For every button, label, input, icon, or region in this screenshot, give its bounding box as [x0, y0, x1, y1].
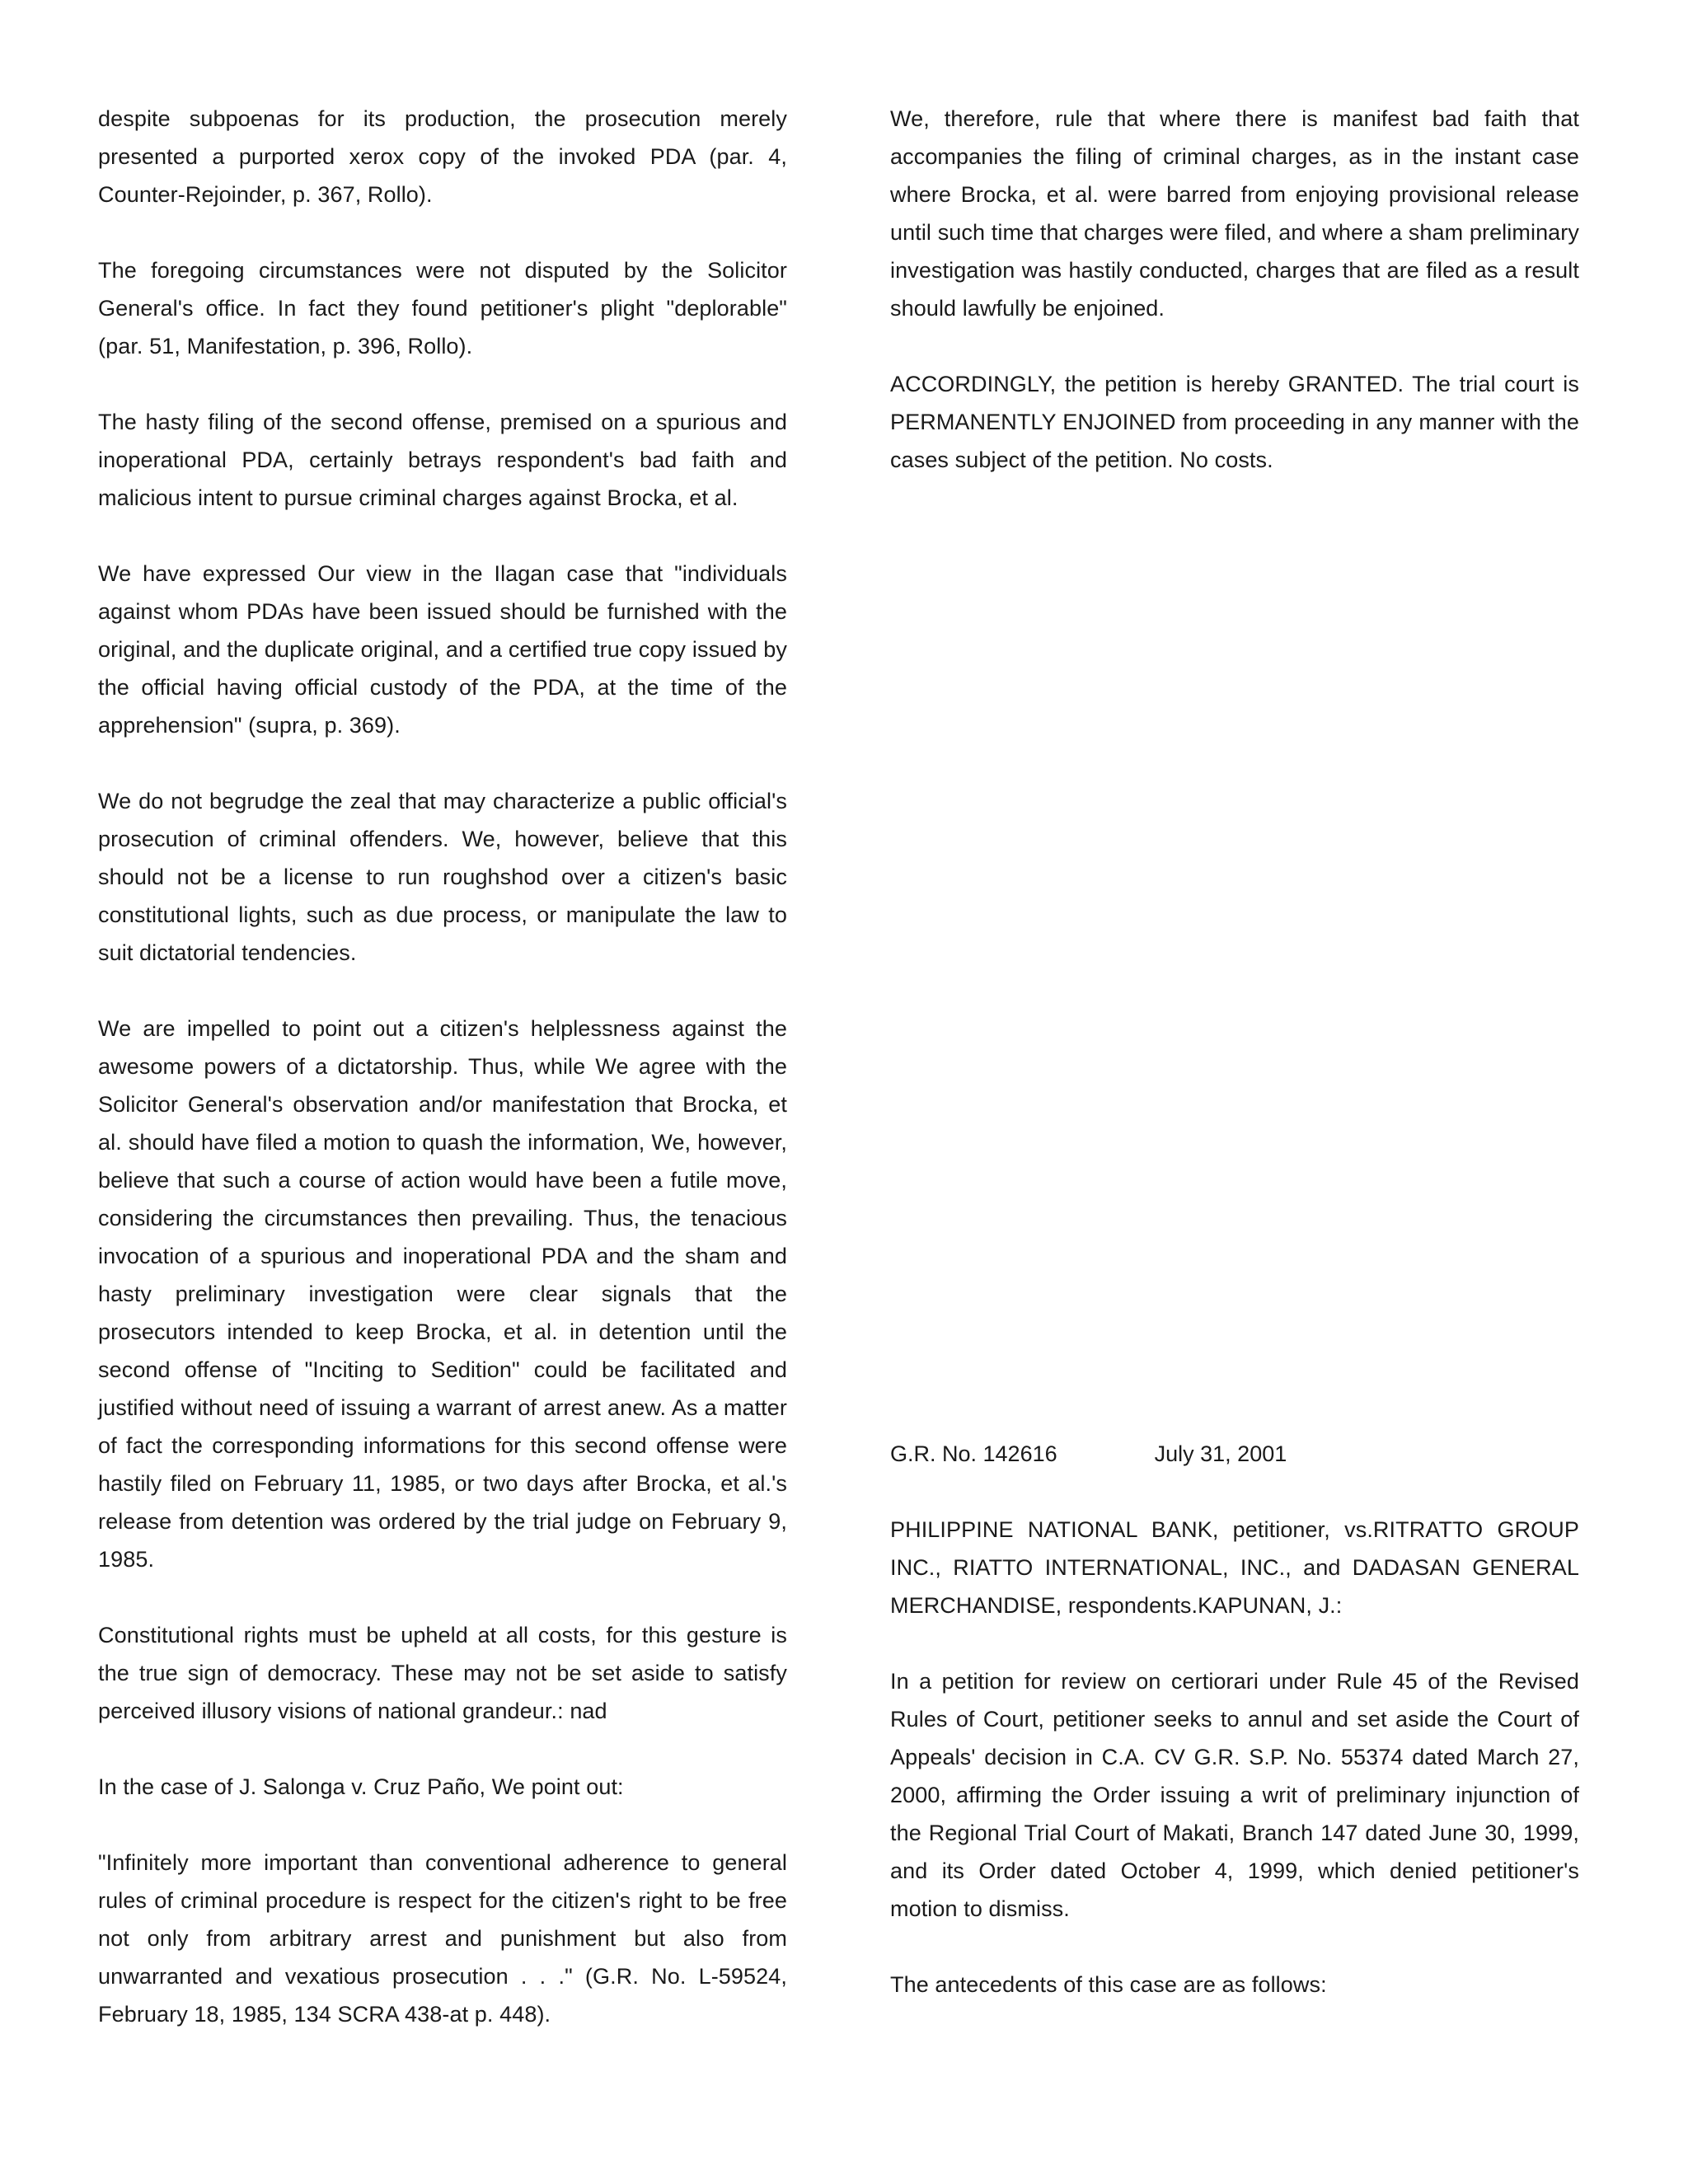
quoted-paragraph: "Infinitely more important than conventional adherence to general rules of criminal procedure is respect for the citizen's right to be free not only from arbitrary arrest and punishment but also from unwarranted and vexatious prosecution . . ." (G.R. No. L-59524, February 18, 1985, 134 SCRA 438-at p. 448). [98, 1850, 787, 2027]
paragraph: despite subpoenas for its production, the prosecution merely presented a purported xerox copy of the invoked PDA (par. 4, Counter-Rejoinder, p. 367, Rollo). [98, 106, 787, 207]
paragraph: The antecedents of this case are as follows: [890, 1972, 1327, 1997]
case-number: G.R. No. 142616 [890, 1441, 1057, 1466]
case-header [890, 1435, 1579, 1473]
paragraph: Constitutional rights must be upheld at all costs, for this gesture is the true sign of democracy. These may not be set aside to satisfy perceived illusory visions of national grandeur.: nad [98, 1623, 787, 1723]
paragraph: We are impelled to point out a citizen's helplessness against the awesome powers of a dictatorship. Thus, while We agree with the Solicitor General's observation and/or manifestation that Brocka, et al. should have filed a motion to quash the information, We, however, believe that such a course of action would have been a futile move, considering the circumstances then prevailing. Thus, the tenacious invocation of a spurious and inoperational PDA and the sham and hasty preliminary investigation were clear signals that the prosecutors intended to keep Brocka, et al. in detention until the second offense of "Inciting to Sedition" could be facilitated and justified without need of issuing a warrant of arrest anew. As a matter of fact the corresponding informations for this second offense were hastily filed on February 11, 1985, or two days after Brocka, et al.'s release from detention was ordered by the trial judge on February 9, 1985. [98, 1016, 787, 1572]
ruling-paragraph: We, therefore, rule that where there is manifest bad faith that accompanies the filing of criminal charges, as in the instant case where Brocka, et al. were barred from enjoying provisional release until such time that charges were filed, and where a sham preliminary investigation was hastily conducted, charges that are filed as a result should lawfully be enjoined. [890, 106, 1579, 321]
right-column-bottom [890, 1435, 1579, 2004]
right-column-top [890, 100, 1579, 479]
paragraph: The hasty filing of the second offense, premised on a spurious and inoperational PDA, certainly betrays respondent's bad faith and malicious intent to pursue criminal charges against Brocka, et al. [98, 410, 787, 510]
paragraph: We do not begrudge the zeal that may characterize a public official's prosecution of criminal offenders. We, however, believe that this should not be a license to run roughshod over a citizen's basic constitutional lights, such as due process, or manipulate the law to suit dictatorial tendencies. [98, 789, 787, 965]
case-date: July 31, 2001 [1154, 1441, 1287, 1466]
left-column [98, 100, 787, 2033]
case-parties: PHILIPPINE NATIONAL BANK, petitioner, vs.RITRATTO GROUP INC., RIATTO INTERNATIONAL, INC., and DADASAN GENERAL MERCHANDISE, respondents.KAPUNAN, J.: [890, 1517, 1579, 1618]
paragraph: In a petition for review on certiorari under Rule 45 of the Revised Rules of Court, petitioner seeks to annul and set aside the Court of Appeals' decision in C.A. CV G.R. S.P. No. 55374 dated March 27, 2000, affirming the Order issuing a writ of preliminary injunction of the Regional Trial Court of Makati, Branch 147 dated June 30, 1999, and its Order dated October 4, 1999, which denied petitioner's motion to dismiss. [890, 1669, 1579, 1921]
paragraph: We have expressed Our view in the Ilagan case that "individuals against whom PDAs have been issued should be furnished with the original, and the duplicate original, and a certified true copy issued by the official having official custody of the PDA, at the time of the apprehension" (supra, p. 369). [98, 561, 787, 738]
dispositive-paragraph: ACCORDINGLY, the petition is hereby GRANTED. The trial court is PERMANENTLY ENJOINED from proceeding in any manner with the cases subject of the petition. No costs. [890, 372, 1579, 472]
paragraph: In the case of J. Salonga v. Cruz Paño, We point out: [98, 1774, 624, 1799]
paragraph: The foregoing circumstances were not disputed by the Solicitor General's office. In fact they found petitioner's plight "deplorable" (par. 51, Manifestation, p. 396, Rollo). [98, 258, 787, 359]
